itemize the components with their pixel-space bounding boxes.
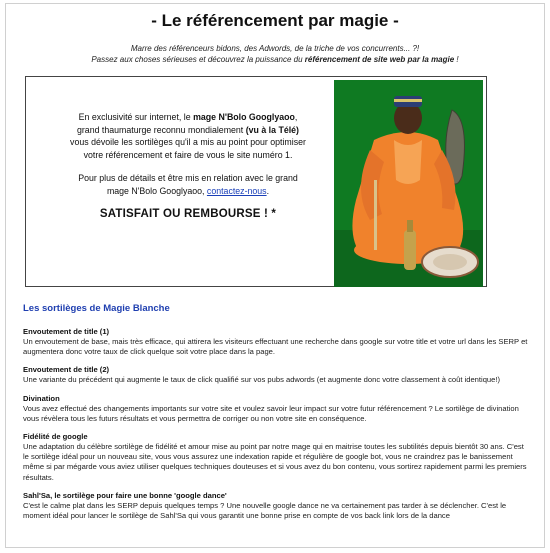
mage-illustration — [334, 80, 483, 287]
page — [5, 3, 545, 548]
mage-name: mage N'Bolo Googlyaoo — [193, 112, 295, 122]
spell-description: Une variante du précédent qui augmente le taux de click qualifié sur vos pubs adwords (et augmente donc votre classement à coût identique!) — [23, 375, 500, 385]
spell-title: Envoutement de title (2) — [23, 365, 110, 375]
spell-entry — [23, 365, 530, 385]
promo-paragraph-2 — [70, 172, 306, 197]
spell-entry — [23, 394, 530, 424]
promo-p1-e: vous dévoile les sortilèges qu'il a mis au point pour optimiser votre référencement et faire de vous le site numéro 1. — [70, 137, 306, 160]
spell-description: C'est le calme plat dans les SERP depuis quelques temps ? Une nouvelle google dance ne va certainement pas tarder à se déclencher. C'est le moment idéal pour lancer le sortilège de Sahl'Sa qui vous garantit une bonne prise en compte de vos back link lors de la dance — [23, 500, 507, 521]
promo-p1-a: En exclusivité sur internet, le — [78, 112, 194, 122]
spell-entry — [23, 327, 530, 357]
guarantee-text: SATISFAIT OU REMBOURSE ! * — [99, 208, 277, 220]
intro-text — [6, 43, 544, 65]
promo-p1-c: , grand thaumaturge reconnu mondialement — [76, 112, 298, 135]
mage-photo — [334, 80, 483, 287]
spell-description: Une adaptation du célèbre sortilège de fidélité et amour mise au point par notre mage qui en maitrise toutes les subtilités depuis bientôt 30 ans. C'est le sortilège idéal pour un nouveau site, vous vous assurez une indexation rapide et régulière de google bot, vous ne craindrez pas le banissement même si par mégarde vous aviez utiliser quelques techniques douteuses et si vous avez du bon contenu, vous sortirez rapidement parmi les premiers résultats. — [23, 442, 527, 482]
promo-p2-end: . — [266, 185, 270, 196]
spell-entry — [23, 432, 530, 483]
spell-entry — [23, 491, 530, 521]
contact-link[interactable]: contactez-nous — [206, 185, 267, 196]
intro-line-2-suffix: ! — [454, 55, 459, 64]
promo-box — [25, 76, 487, 287]
section-title: Les sortilèges de Magie Blanche — [23, 303, 170, 314]
intro-line-2-bold: référencement de site web par la magie — [304, 55, 455, 64]
spell-description: Un envoutement de base, mais très efficace, qui attirera les visiteurs effectuant une recherche dans google sur votre title et votre url dans les SERP et augmentera donc votre taux de click quelque soit votre place dans la page. — [23, 337, 528, 357]
page-title: - Le référencement par magie - — [151, 11, 399, 30]
tv-mention: (vu à la Télé) — [245, 124, 299, 135]
intro-line-2-prefix: Passez aux choses sérieuses et découvrez la puissance du — [91, 55, 305, 64]
spell-title: Fidélité de google — [23, 432, 88, 442]
spell-description: Vous avez effectué des changements importants sur votre site et voulez savoir leur impact sur votre futur référencement ? Le sortilège de divination vous révèlera tous les futurs résultats et vous permettra de corriger ou non votre site en conséquence. — [23, 403, 519, 423]
promo-paragraph-1 — [70, 111, 306, 161]
intro-line-1: Marre des référenceurs bidons, des Adwords, de la triche de vos concurrents... ?! — [130, 44, 420, 53]
intro-line-2 — [6, 54, 544, 65]
spell-list — [23, 327, 530, 521]
spell-title: Envoutement de title (1) — [23, 327, 110, 336]
spell-title: Divination — [23, 393, 60, 403]
promo-p2-a: Pour plus de détails et être mis en relation avec le grand mage N'Bolo Googlyaoo, — [78, 173, 298, 196]
spell-title: Sahl'Sa, le sortilège pour faire une bonne 'google dance' — [23, 490, 227, 500]
promo-text — [70, 111, 306, 232]
